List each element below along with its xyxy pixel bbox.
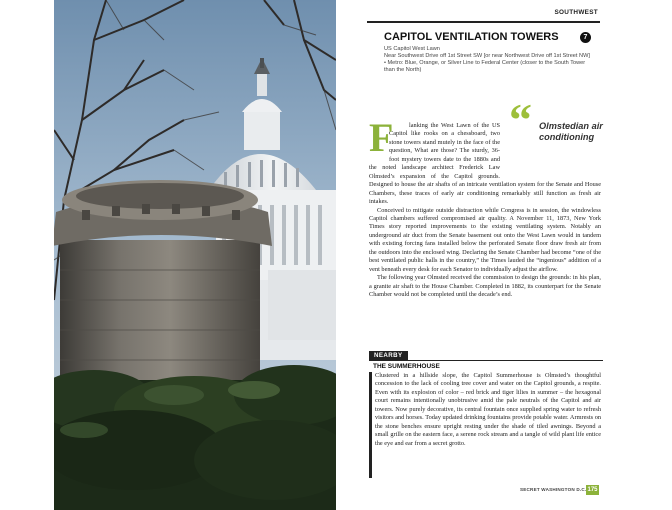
body-paragraph-3: The following year Olmsted received the commission to design the grounds: in his plan, a granite air shaft to the House Chamber. Completed in 1882, its counterpart for the Senate Chamber would not be completed until the decade’s end. bbox=[369, 274, 601, 299]
photo-illustration bbox=[54, 0, 336, 510]
nearby-title: THE SUMMERHOUSE bbox=[373, 363, 440, 370]
entry-transit: • Metro: Blue, Orange, or Silver Line to Federal Center (closer to the South Tower than the North) bbox=[384, 60, 586, 73]
section-label: SOUTHWEST bbox=[554, 9, 598, 16]
entry-address: US Capitol West Lawn bbox=[384, 46, 440, 52]
nearby-divider bbox=[369, 360, 603, 361]
body-paragraph-1 bbox=[369, 115, 601, 207]
page-number: 175 bbox=[587, 487, 598, 493]
pullquote-text: Olmstedian air conditioning bbox=[539, 121, 603, 142]
body-paragraph-2: Conceived to mitigate outside distraction while Congress is in session, the windowless Capitol chambers suffered compromised air quality. A November 11, 1873, New York Times story reported improvements to the existing ventilating system. Notably an underground air duct from the Senate basement out onto the West Lawn would in tandem with existing forcing fans installed below the perforated Senate floor draw fresh air from the outdoors into the enclosed wing. Declaring the Senate Chamber had become “one of the best ventilated public halls in the country,” the Times lauded the “ingenious” addition of a vent beneath every desk for each Senator to individually adjust the airflow. bbox=[369, 206, 601, 273]
book-footer: SECRET WASHINGTON D.C. bbox=[520, 487, 587, 492]
nearby-side-bar bbox=[369, 372, 372, 478]
quote-mark-icon: “ bbox=[509, 94, 532, 145]
shrubbery bbox=[54, 365, 336, 510]
nearby-tag: NEARBY bbox=[369, 351, 408, 360]
entry-title: CAPITOL VENTILATION TOWERS bbox=[384, 31, 559, 43]
entry-number-badge: 7 bbox=[580, 32, 591, 43]
body-paragraph-1-text: lanking the West Lawn of the US Capitol like rooks on a chessboard, two stone towers stand mutely in the face of the question, What are those? The sturdy, 36-foot mystery towers date to the 1880s and the noted landscape architect Frederick Law Olmsted’s expansion of the Capitol grounds. Designed to house the air shafts of an intricate ventilation system for the Senate and House Chambers, these traces of early air conditioning remarkably still function as fresh air intakes. bbox=[369, 122, 601, 206]
entry-meta bbox=[384, 46, 592, 74]
section-header bbox=[367, 9, 600, 23]
capitol-photo bbox=[54, 0, 336, 510]
nearby-sidebar bbox=[369, 351, 603, 481]
entry-location: Near Southwest Drive off 1st Street SW [or near Northwest Drive off 1st Street NW] bbox=[384, 53, 590, 59]
drop-cap: F bbox=[369, 115, 394, 160]
nearby-text: Clustered in a hillside slope, the Capitol Summerhouse is Olmsted’s thoughtful concession to the lack of cooling tree cover and water on the Capitol grounds, a respite. Even with its explosion of color – red brick and tiger lilies in summer – the hexagonal court remains intentionally unobtrusive amid the pale neutrals of the Capitol and air towers. Now purely decorative, its central fountain once supplied spring water to refresh visitors and horses. Today updated drinking fountains provide potable water. Armrests on the stone benches ensure upright resting under the shade of tiled awnings. Beyond a small grille on the eastern face, a serene rock stream and a tangle of wild plant life entice the eye and ear from a secret grotto. bbox=[375, 372, 601, 447]
article-body bbox=[369, 115, 601, 300]
